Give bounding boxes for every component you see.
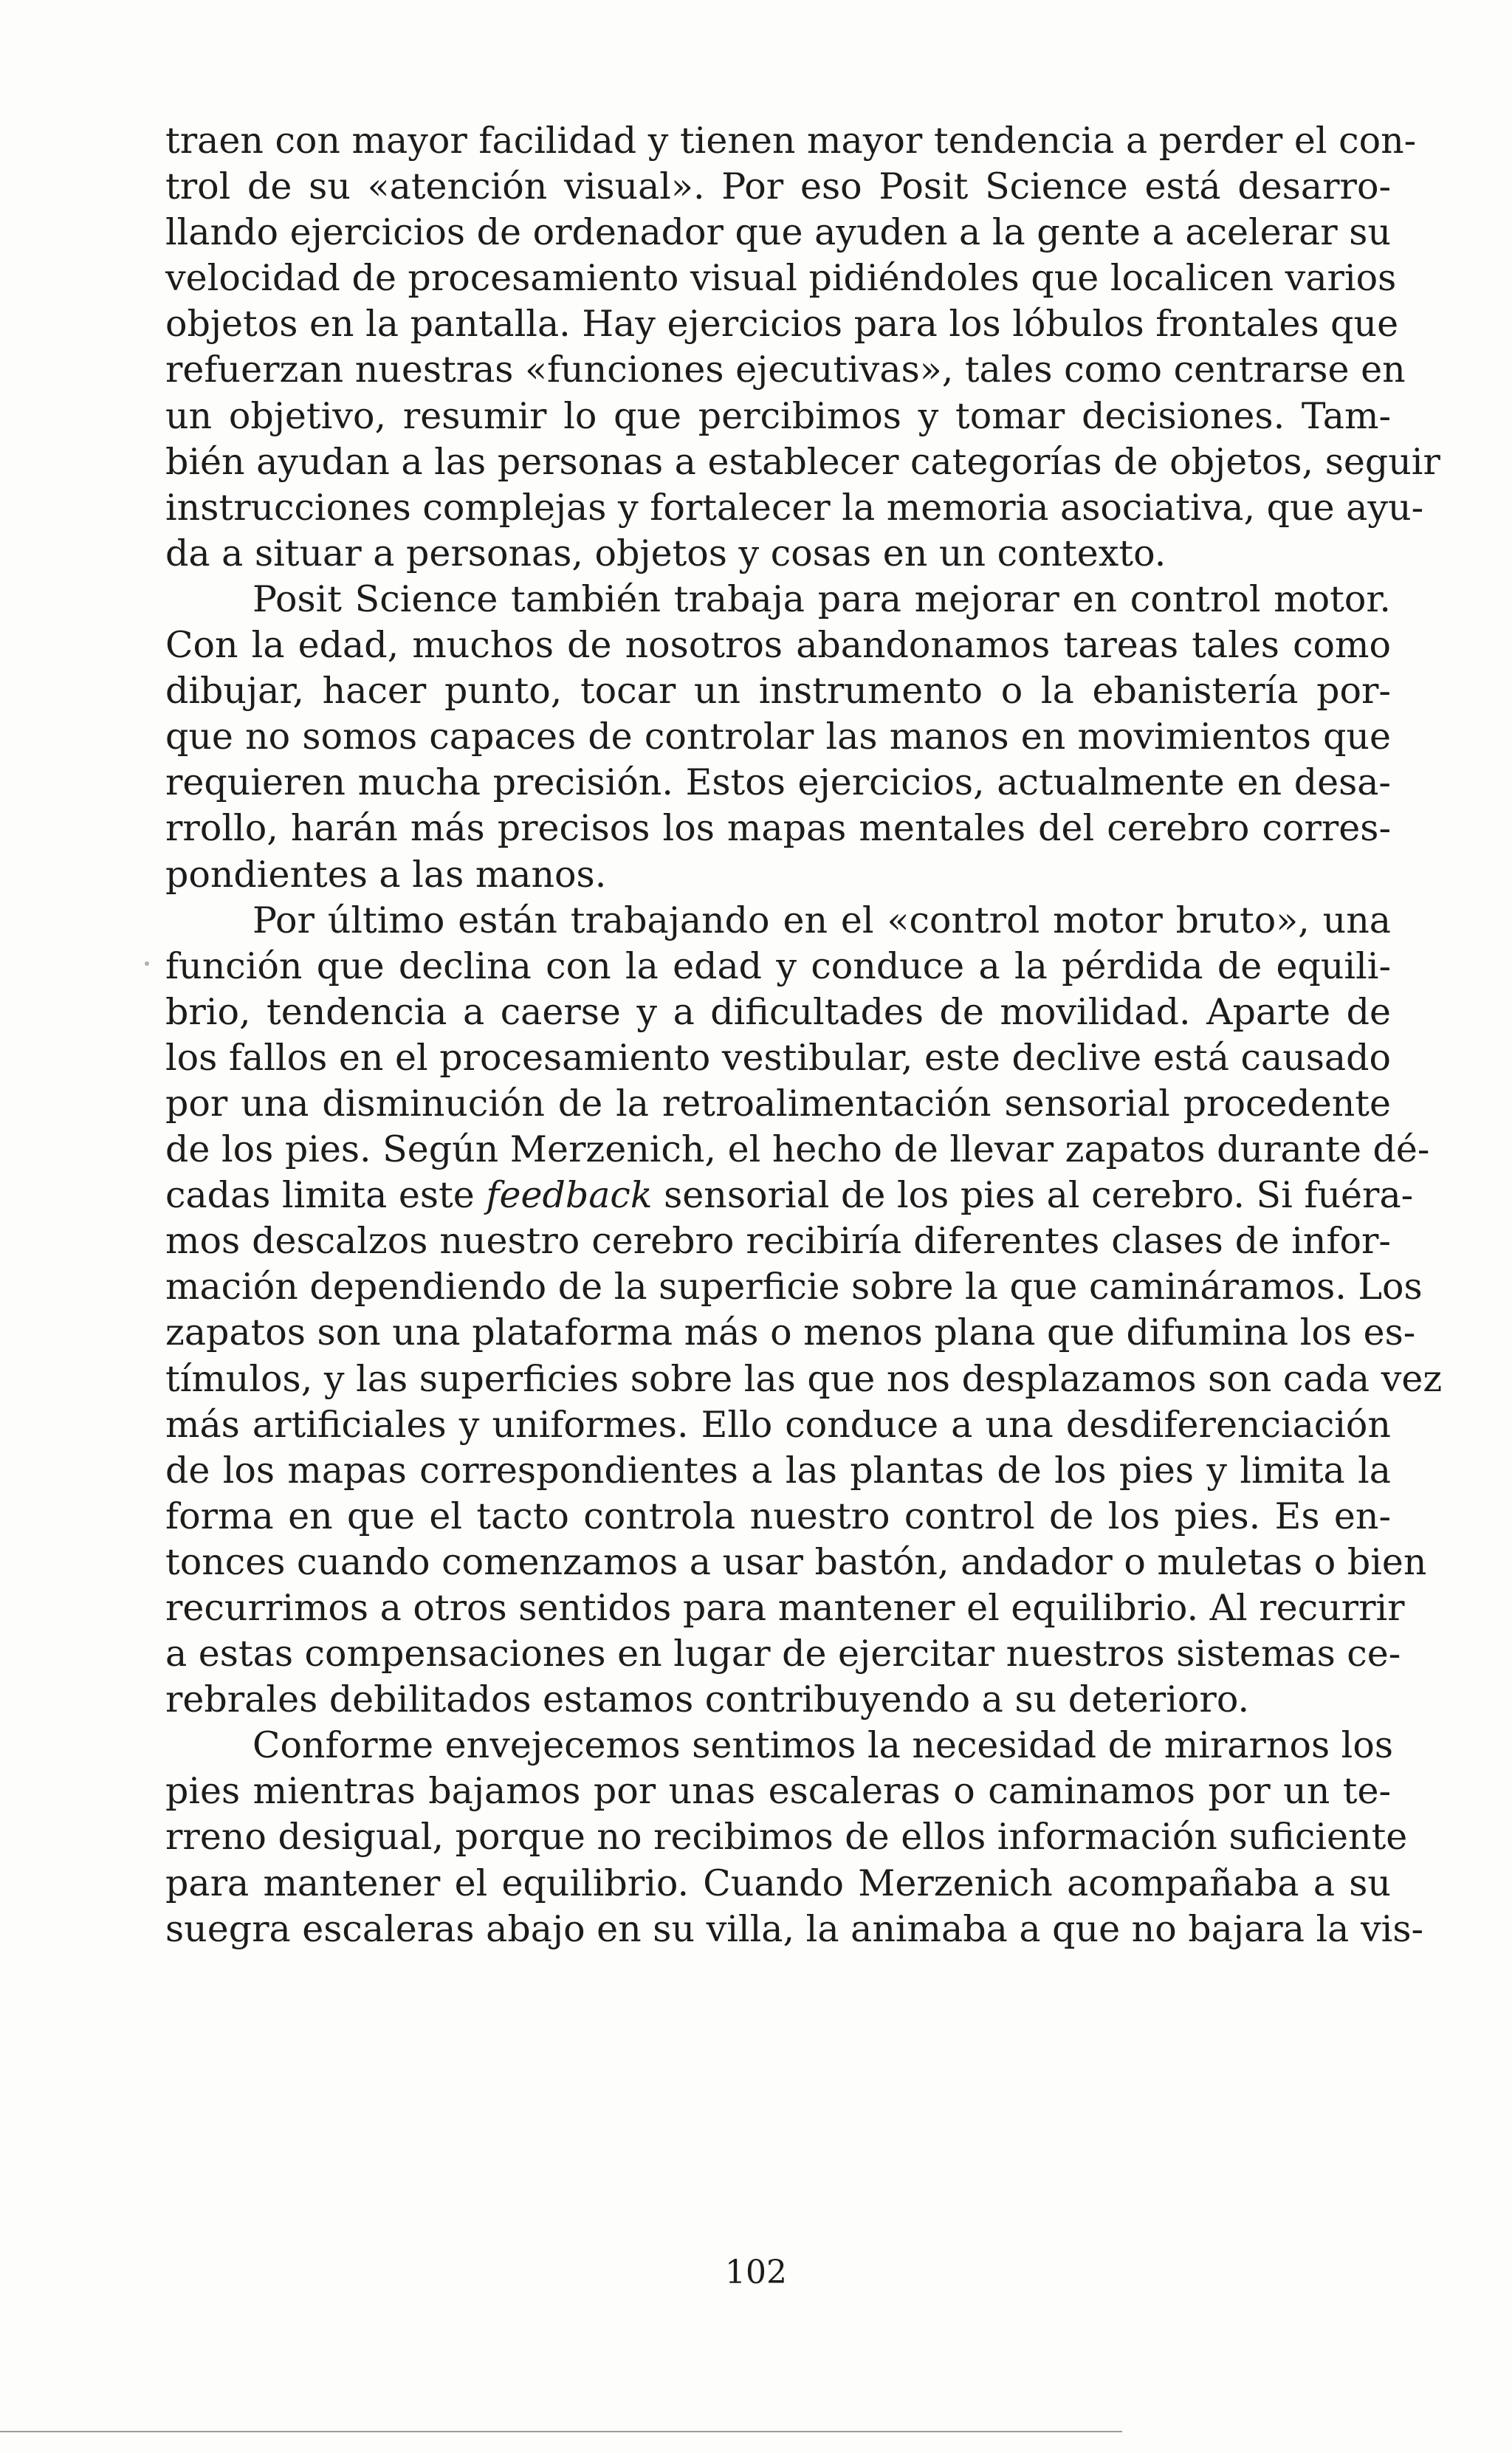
text-line: rebrales debilitados estamos contribuyendo a su deterioro. xyxy=(165,1678,1250,1721)
text-line: suegra escaleras abajo en su villa, la animaba a que no bajara la vis- xyxy=(165,1907,1424,1950)
text-line: Posit Science también trabaja para mejorar en control motor. xyxy=(252,577,1391,620)
text-line: dibujar, hacer punto, tocar un instrumento o la ebanistería por- xyxy=(165,670,1391,713)
text-line: rreno desigual, porque no recibimos de ellos información suficiente xyxy=(165,1816,1408,1859)
paragraph xyxy=(165,1723,1424,1952)
text-line: Por último están trabajando en el «control motor bruto», una xyxy=(252,899,1391,941)
italic-term: feedback xyxy=(486,1174,653,1217)
text-line: llando ejercicios de ordenador que ayuden a la gente a acelerar su xyxy=(165,211,1391,254)
text-line: trol de su «atención visual». Por eso Posit Science está desarro- xyxy=(165,165,1391,208)
text-line: un objetivo, resumir lo que percibimos y tomar decisiones. Tam- xyxy=(165,394,1391,437)
scan-speck xyxy=(145,961,149,966)
text-line: Con la edad, muchos de nosotros abandonamos tareas tales como xyxy=(165,624,1391,667)
page-number: 102 xyxy=(725,2254,787,2291)
paragraph xyxy=(165,118,1440,577)
text-line: instrucciones complejas y fortalecer la memoria asociativa, que ayu- xyxy=(165,486,1424,529)
text-line: función que declina con la edad y conduce a la pérdida de equili- xyxy=(165,944,1391,987)
text-line: más artificiales y uniformes. Ello conduce a una desdiferenciación xyxy=(165,1403,1391,1446)
text-line: a estas compensaciones en lugar de ejercitar nuestros sistemas ce- xyxy=(165,1633,1401,1675)
text-line: de los mapas correspondientes a las plantas de los pies y limita la xyxy=(165,1449,1391,1492)
text-line: tímulos, y las superficies sobre las que nos desplazamos son cada vez xyxy=(165,1357,1443,1400)
text-line: traen con mayor facilidad y tienen mayor tendencia a perder el con- xyxy=(165,120,1417,162)
text-line: forma en que el tacto controla nuestro control de los pies. Es en- xyxy=(165,1495,1391,1537)
text-line: para mantener el equilibrio. Cuando Merzenich acompañaba a su xyxy=(165,1862,1391,1904)
text-line: requieren mucha precisión. Estos ejercicios, actualmente en desa- xyxy=(165,761,1391,804)
text-line: que no somos capaces de controlar las manos en movimientos que xyxy=(165,716,1391,758)
text-line: cadas limita este feedback sensorial de los pies al cerebro. Si fuéra- xyxy=(165,1174,1414,1217)
paragraph xyxy=(165,577,1391,898)
text-line: objetos en la pantalla. Hay ejercicios para los lóbulos frontales que xyxy=(165,303,1399,346)
text-line: pies mientras bajamos por unas escaleras o caminamos por un te- xyxy=(165,1770,1391,1813)
text-line: pondientes a las manos. xyxy=(165,853,607,896)
text-line: mos descalzos nuestro cerebro recibiría diferentes clases de infor- xyxy=(165,1220,1391,1263)
text-line: mación dependiendo de la superficie sobre la que camináramos. Los xyxy=(165,1266,1423,1308)
text-line: da a situar a personas, objetos y cosas en un contexto. xyxy=(165,532,1166,574)
scan-edge-rule xyxy=(0,2431,1122,2432)
paragraph xyxy=(165,898,1443,1723)
text-line: de los pies. Según Merzenich, el hecho de llevar zapatos durante dé- xyxy=(165,1128,1430,1171)
text-line: tonces cuando comenzamos a usar bastón, andador o muletas o bien xyxy=(165,1540,1427,1583)
text-line: por una disminución de la retroalimentación sensorial procedente xyxy=(165,1082,1391,1125)
text-line: rrollo, harán más precisos los mapas mentales del cerebro corres- xyxy=(165,807,1391,850)
text-line: refuerzan nuestras «funciones ejecutivas», tales como centrarse en xyxy=(165,349,1406,391)
text-line: velocidad de procesamiento visual pidiéndoles que localicen varios xyxy=(165,257,1397,300)
text-line: Conforme envejecemos sentimos la necesidad de mirarnos los xyxy=(252,1724,1393,1767)
text-line: recurrimos a otros sentidos para mantener el equilibrio. Al recurrir xyxy=(165,1587,1405,1629)
text-line: brio, tendencia a caerse y a dificultades de movilidad. Aparte de xyxy=(165,990,1391,1033)
text-line: zapatos son una plataforma más o menos plana que difumina los es- xyxy=(165,1311,1416,1354)
body-text xyxy=(165,118,1443,1952)
text-line: bién ayudan a las personas a establecer categorías de objetos, seguir xyxy=(165,440,1440,483)
text-line: los fallos en el procesamiento vestibular, este declive está causado xyxy=(165,1036,1391,1079)
